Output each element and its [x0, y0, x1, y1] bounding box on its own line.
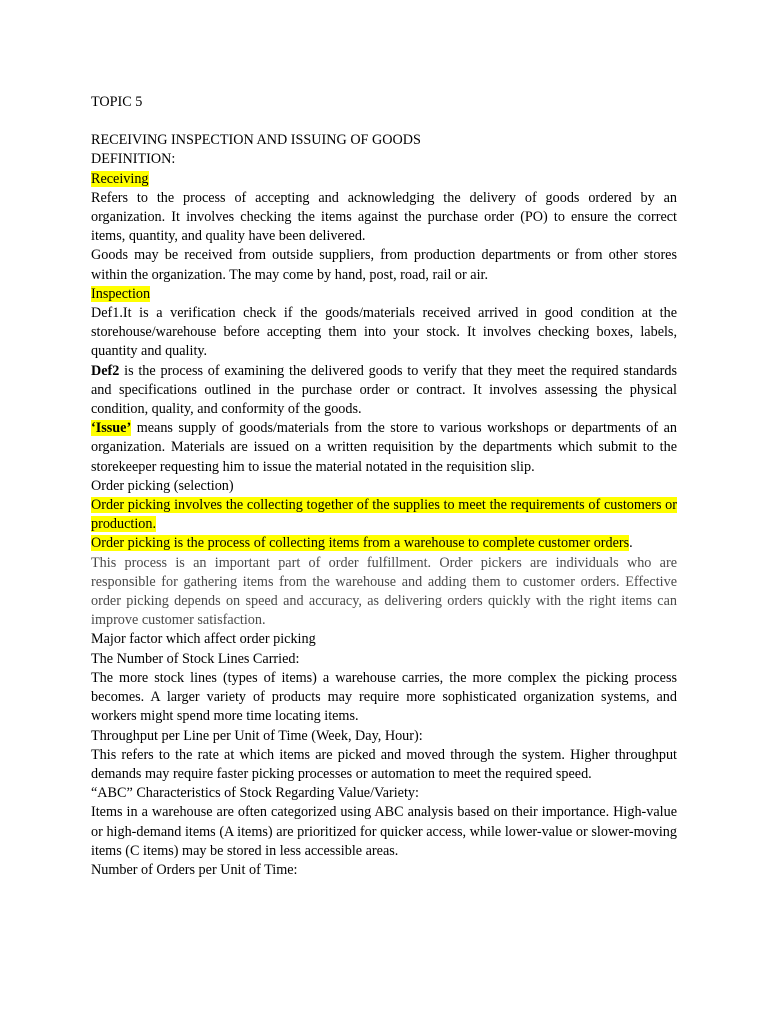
- order-picking-definition-2: [91, 534, 677, 553]
- receiving-heading: [91, 170, 677, 189]
- def2-text: is the process of examining the delivered goods to verify that they meet the required standards and specifications outlined in the purchase order or contract. It involves assessing the physical condition, quality, and conformity of the goods.: [91, 362, 677, 418]
- order-picking-highlight-2: Order picking is the process of collecting items from a warehouse to complete customer orders: [91, 535, 630, 552]
- stock-lines-heading: The Number of Stock Lines Carried:: [91, 650, 300, 667]
- stock-lines-text: The more stock lines (types of items) a warehouse carries, the more complex the picking process becomes. A larger variety of products may require more sophisticated organization systems, and workers might spend more time locating items.: [91, 669, 677, 725]
- definition-label: DEFINITION:: [91, 151, 176, 168]
- document-title: RECEIVING INSPECTION AND ISSUING OF GOODS: [91, 132, 421, 149]
- abc-text: Items in a warehouse are often categorized using ABC analysis based on their importance. High-value or high-demand items (A items) are prioritized for quicker access, while lower-value or slower-moving items (C items) may be stored in less accessible areas.: [91, 804, 677, 859]
- issue-paragraph: [91, 419, 677, 477]
- inspection-heading: [91, 285, 677, 304]
- spacer: [91, 112, 677, 131]
- throughput-text: This refers to the rate at which items are picked and moved through the system. Higher throughput demands may require faster picking processes or automation to meet the required speed.: [91, 746, 677, 782]
- issue-text: means supply of goods/materials from the store to various workshops or departments of an organization. Materials are issued on a written requisition by the departments which submit to the storekeeper requesting him to issue the material notated in the requisition slip.: [91, 420, 677, 475]
- abc-heading: “ABC” Characteristics of Stock Regarding Value/Variety:: [91, 785, 419, 802]
- order-picking-definition-1: [91, 496, 677, 534]
- topic-label: TOPIC 5: [91, 94, 143, 110]
- inspection-def1: Def1.It is a verification check if the goods/materials received arrived in good condition at the storehouse/warehouse before accepting them into your stock. It involves checking boxes, labels, quantity and quality.: [91, 305, 677, 360]
- factors-heading: Major factor which affect order picking: [91, 631, 316, 648]
- def2-label: Def2: [91, 362, 120, 379]
- receiving-highlight: Receiving: [91, 170, 149, 187]
- issue-label: ‘Issue’: [91, 420, 132, 437]
- order-picking-description: This process is an important part of order fulfillment. Order pickers are individuals who are responsible for gathering items from the warehouse and adding them to customer orders. Effective order picking depends on speed and accuracy, as delivering orders quickly with the right items can improve customer satisfaction.: [91, 554, 677, 629]
- order-picking-heading: Order picking (selection): [91, 477, 234, 494]
- orders-heading: Number of Orders per Unit of Time:: [91, 861, 298, 878]
- order-picking-highlight-1: Order picking involves the collecting together of the supplies to meet the requirements of customers or production.: [91, 497, 677, 533]
- order-picking-period: .: [629, 535, 633, 552]
- throughput-heading: Throughput per Line per Unit of Time (Week, Day, Hour):: [91, 727, 423, 744]
- inspection-highlight: Inspection: [91, 285, 151, 302]
- receiving-paragraph-1: Refers to the process of accepting and acknowledging the delivery of goods ordered by an organization. It involves checking the items against the purchase order (PO) to ensure the correct items, quantity, and quality have been delivered.: [91, 189, 677, 245]
- inspection-def2: [91, 362, 677, 420]
- receiving-paragraph-2: Goods may be received from outside suppliers, from production departments or from other stores within the organization. The may come by hand, post, road, rail or air.: [91, 247, 677, 283]
